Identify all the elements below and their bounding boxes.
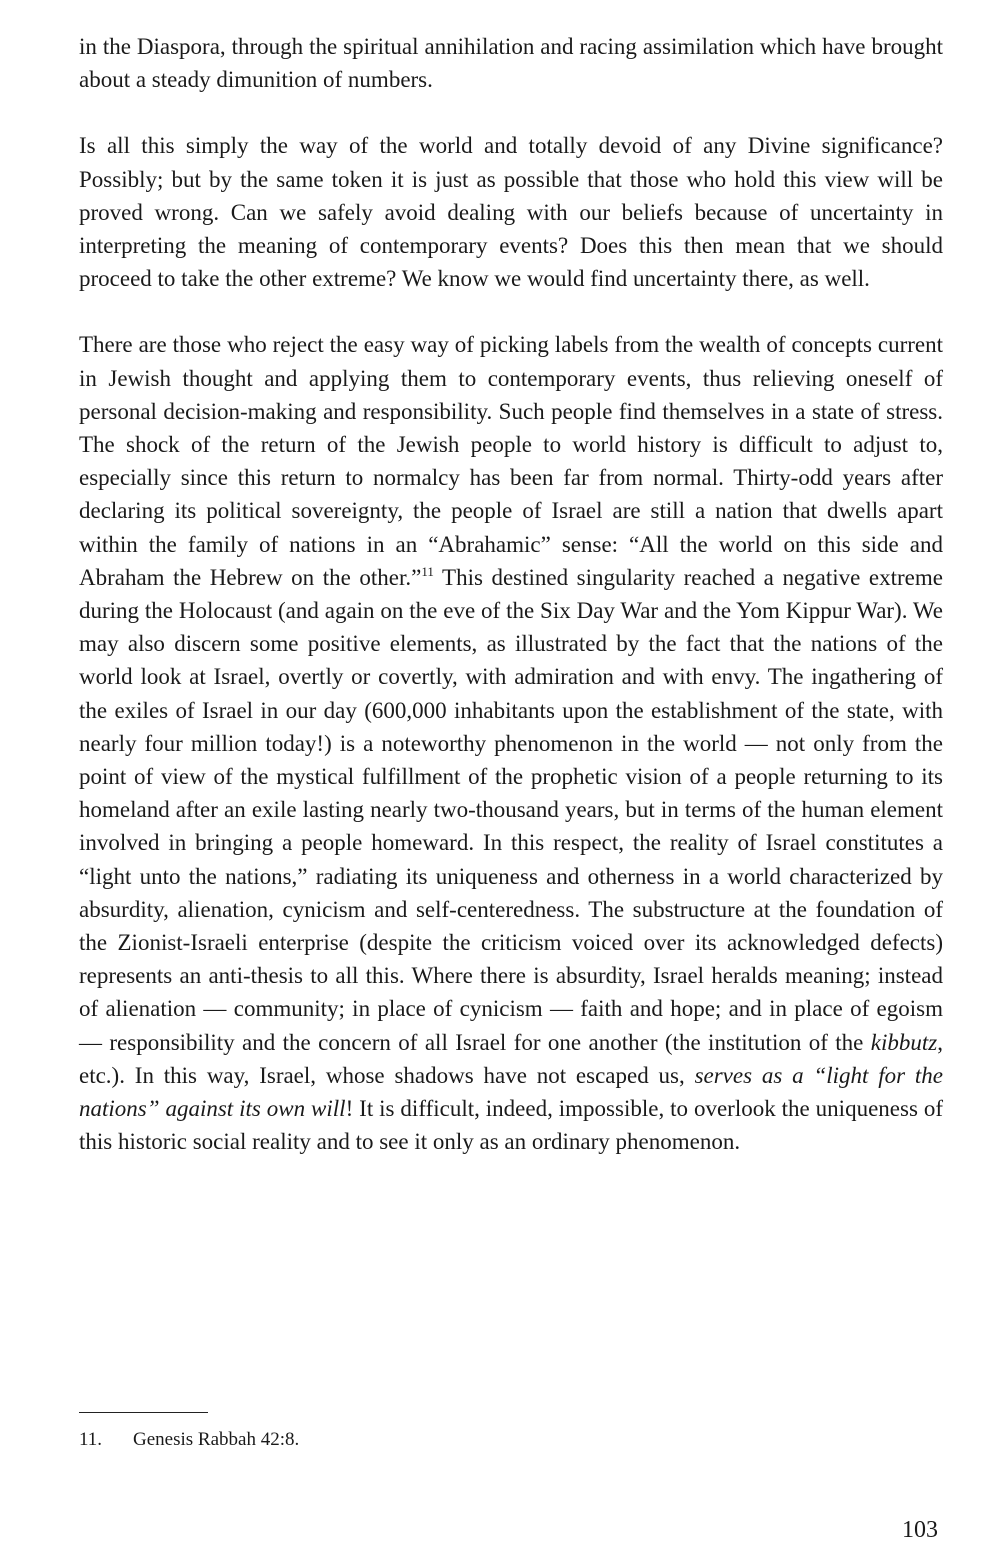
- paragraph-text: There are those who reject the easy way of picking labels from the wealth of concepts current in Jewish thought and applying them to contemporary events, thus relieving oneself of personal decision-making and responsibility. Such people find themselves in a state of stress. The shock of the return of the Jewish people to world history is difficult to adjust to, especially since this return to normalcy has been far from normal. Thirty-odd years after declaring its political sovereignty, the people of Israel are still a nation that dwells apart within the family of nations in an “Abrahamic” sense: “All the world on this side and Abraham the Hebrew on the other.”: [79, 332, 943, 590]
- paragraph-text: ! It is difficult, indeed, impossible, to overlook the uniqueness of this historic social reality and to see it only as an ordinary phenomenon.: [79, 1096, 943, 1155]
- italic-text: kibbutz: [870, 1029, 938, 1055]
- italic-text: serves as a “light for the nations” against its own will: [79, 1062, 943, 1122]
- page-number: 103: [902, 1517, 938, 1543]
- paragraph-text: in the Diaspora, through the spiritual annihilation and racing assimilation which have brought about a steady dimunition of numbers.: [79, 34, 943, 93]
- footnote-number: 11.: [79, 1429, 103, 1450]
- paragraph-light-unto-nations: [79, 328, 943, 1158]
- footnote: [79, 1428, 299, 1452]
- paragraph-text: This destined singularity reached a negative extreme during the Holocaust (and again on the eve of the Six Day War and the Yom Kippur War). We may also discern some positive elements, as illustrated by the fact that the nations of the world look at Israel, overtly or covertly, with admiration and with envy. The ingathering of the exiles of Israel in our day (600,000 inhabitants upon the establishment of the state, with nearly four million today!) is a noteworthy phenomenon in the world — not only from the point of view of the mystical fulfillment of the prophetic vision of a people returning to its homeland after an exile lasting nearly two-thousand years, but in terms of the human element involved in bringing a people homeward. In this respect, the reality of Israel constitutes a “light unto the nations,” radiating its uniqueness and otherness in a world characterized by absurdity, alienation, cynicism and self-centeredness. The substructure at the foundation of the Zionist-Israeli enterprise (despite the criticism voiced over its acknowledged defects) represents an anti-thesis to all this. Where there is absurdity, Israel heralds meaning; instead of alienation — community; in place of cynicism — faith and hope; and in place of egoism — responsibility and the concern of all Israel for one another (the institution of the: [79, 564, 943, 1055]
- paragraph-diaspora: [79, 30, 943, 96]
- footnote-text: Genesis Rabbah 42:8.: [133, 1429, 300, 1450]
- paragraph-text: Is all this simply the way of the world and totally devoid of any Divine significance? Possibly; but by the same token it is just as possible that those who hold this view will be proved wrong. Can we safely avoid dealing with our beliefs because of uncertainty in interpreting the meaning of contemporary events? Does this then mean that we should proceed to take the other extreme? We know we would find uncertainty there, as well.: [79, 133, 943, 292]
- paragraph-text: , etc.). In this way, Israel, whose shadows have not escaped us,: [79, 1029, 943, 1088]
- page-body: [79, 30, 943, 1159]
- footnote-reference: 11: [421, 563, 434, 579]
- footnote-divider: [79, 1412, 208, 1413]
- paragraph-divine-significance: [79, 129, 943, 295]
